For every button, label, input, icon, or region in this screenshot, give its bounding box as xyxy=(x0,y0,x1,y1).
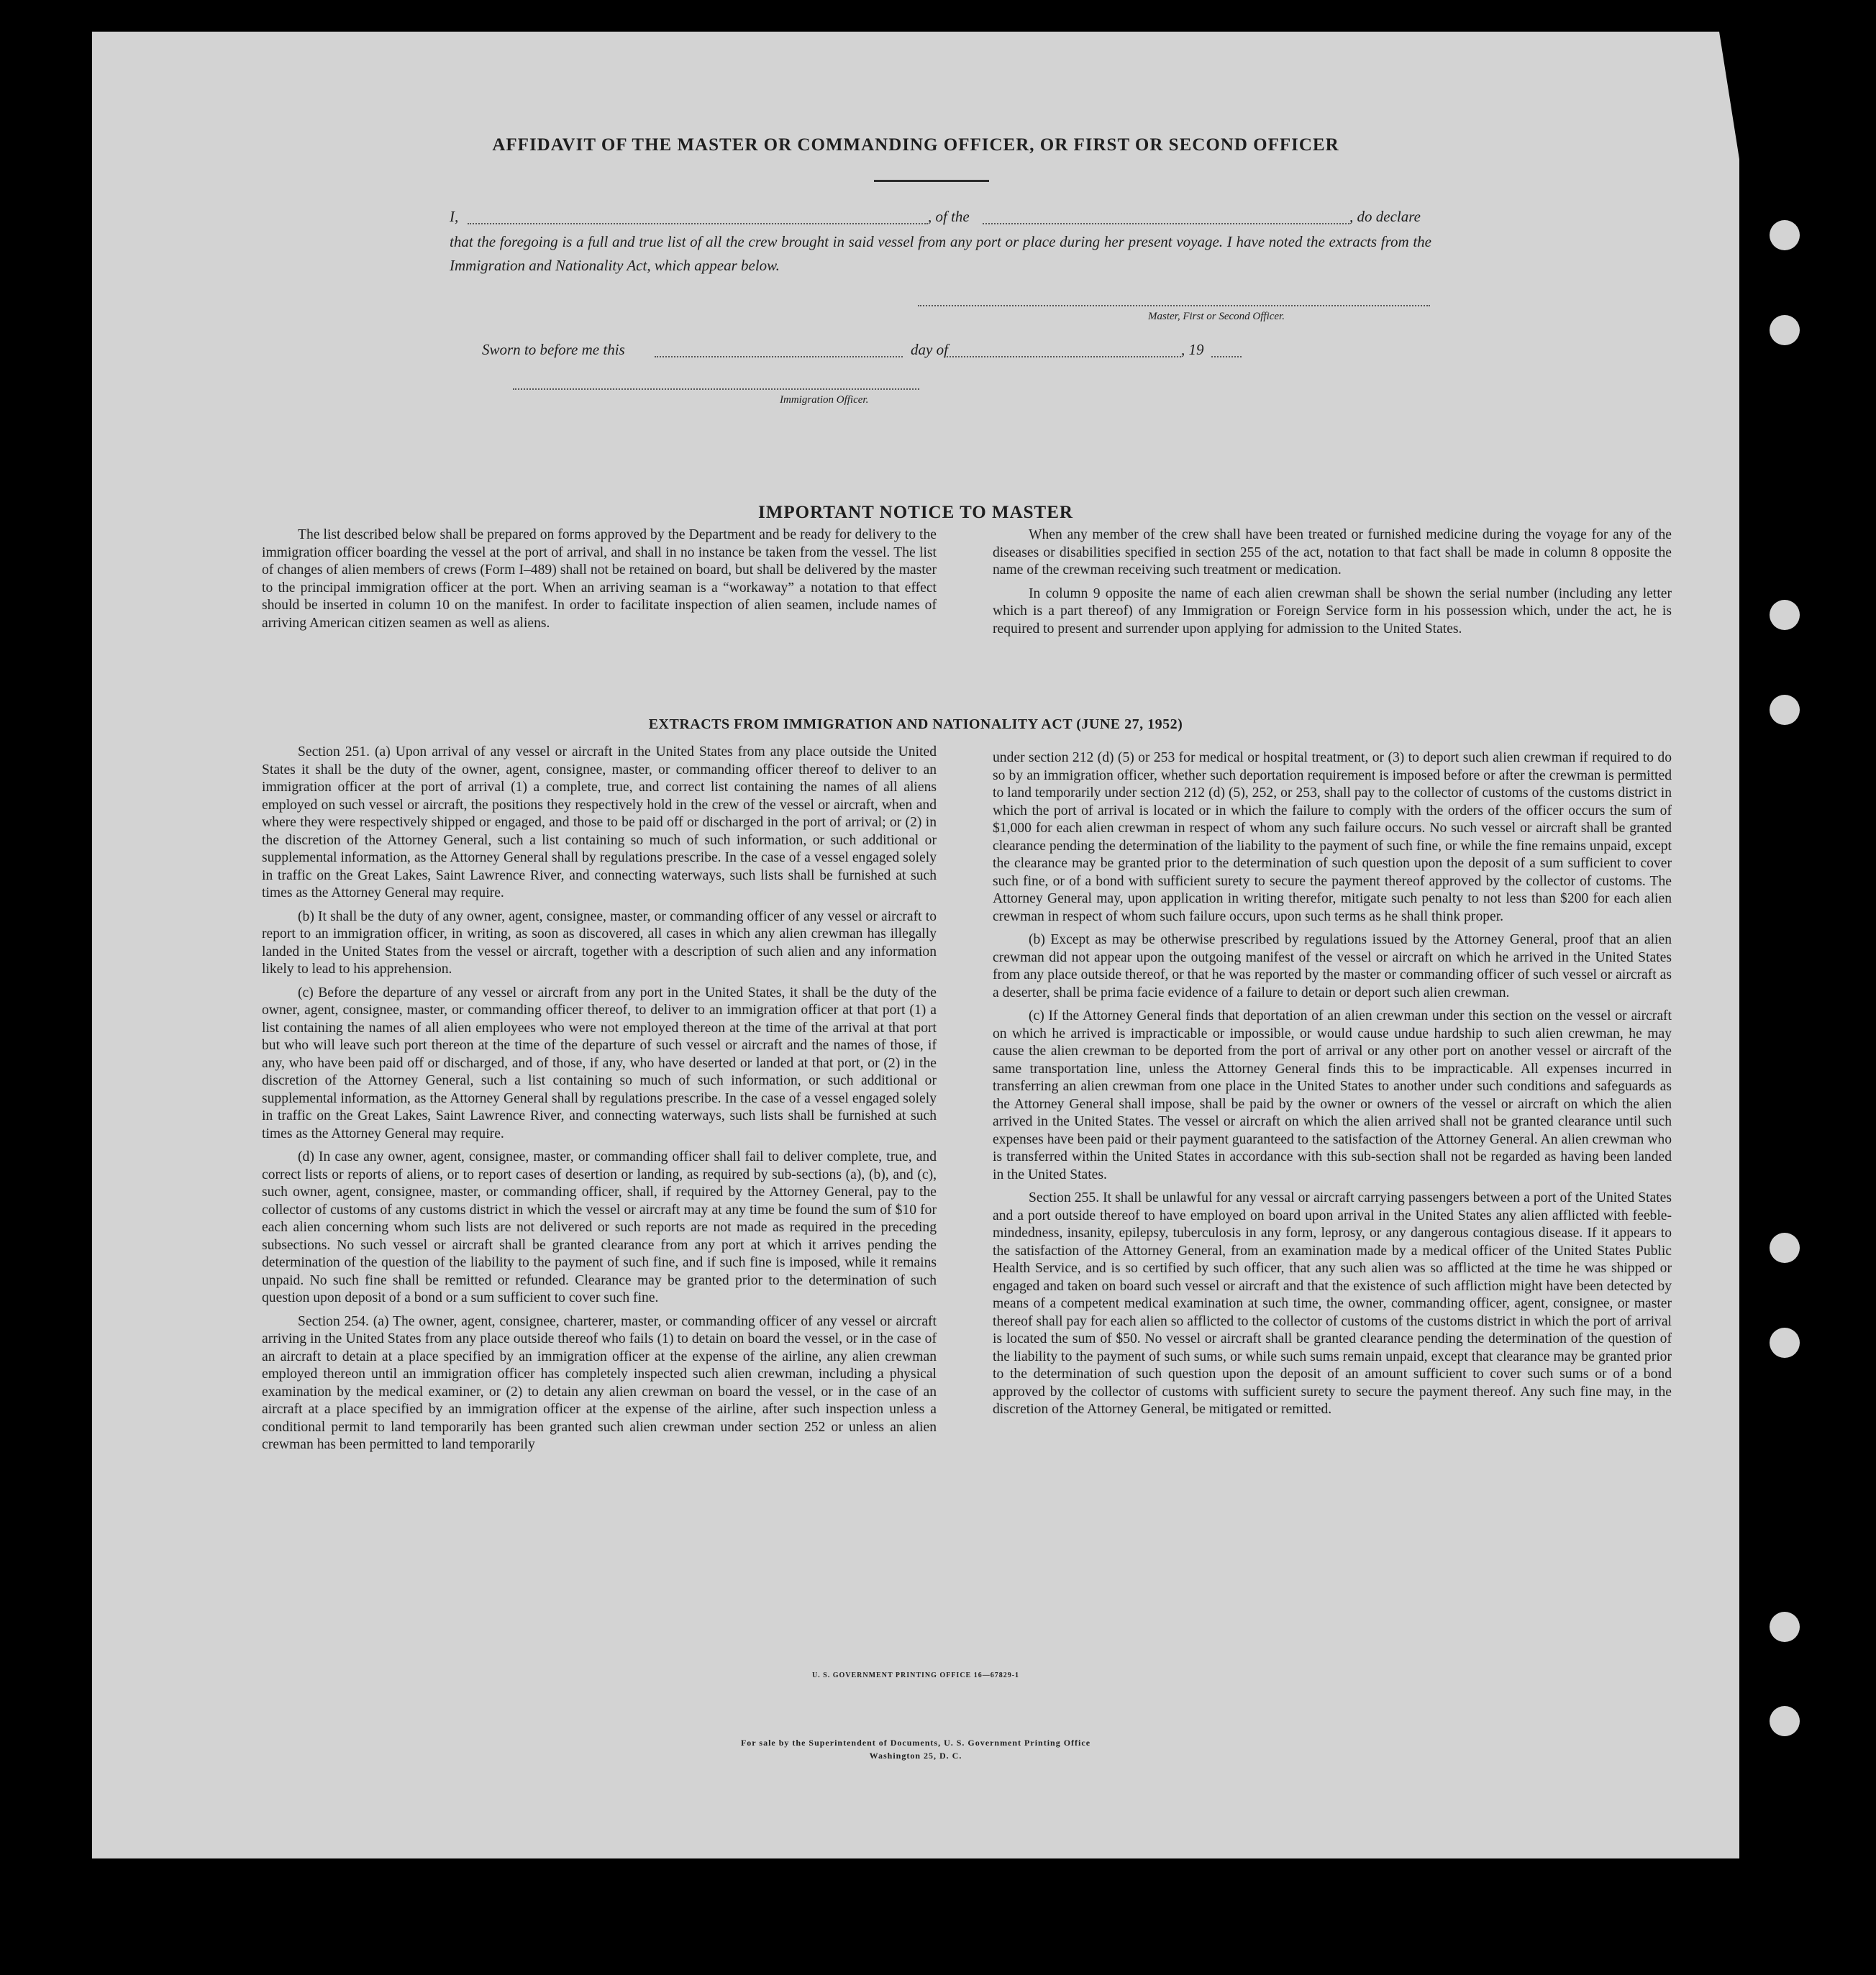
notice-right-paragraph-2: In column 9 opposite the name of each alien crewman shall be shown the serial number (including any letter which is a part thereof) of any Immigration or Foreign Service form in his possession which, under the act, he is required to present and surrender upon applying for admission to the United States. xyxy=(993,585,1672,637)
sworn-month-field[interactable] xyxy=(944,356,1181,357)
officer-signature-line[interactable] xyxy=(513,388,919,390)
notice-title: IMPORTANT NOTICE TO MASTER xyxy=(758,503,1073,522)
form-page xyxy=(92,32,1739,1858)
day-of-label: day of xyxy=(911,341,948,358)
punch-hole xyxy=(1770,600,1800,630)
notice-right-paragraph-1: When any member of the crew shall have been treated or furnished medicine during the voyage for any of the diseases or disabilities specified in section 255 of the act, notation to that fact shall be made in column 8 opposite the name of the crewman receiving such treatment or medication. xyxy=(993,527,1672,578)
punch-hole xyxy=(1770,220,1800,250)
year-label: , 19 xyxy=(1181,341,1204,358)
section-254a-continued-paragraph: under section 212 (d) (5) or 253 for medical or hospital treatment, or (3) to deport such alien crewman if required to do so by an immigration officer, whether such deportation requirement is imposed before or after the crewman is permitted to land temporarily under section 212 (d) (5), 252, or 253, shall pay to the collector of customs of the customs district in which the port of arrival is located or in which the failure to comply with the orders of the officer occurs the sum of $1,000 for each alien crewman in respect of whom any such failure occurs. No such vessel or aircraft shall be granted clearance pending the determination of the liability to the payment of such fine, or while the fine remains unpaid, except the clearance may be granted prior to the determination of such question upon the deposit of a sum sufficient to cover such fine, or of a bond with sufficient surety to secure the payment thereof approved by the collector of customs. The Attorney General may, upon application in writing therefor, mitigate such penalty to not less than $200 for each alien crewman in respect of whom such failure occurs, upon such terms as he shall think proper. xyxy=(993,750,1672,924)
of-the-label: , of the xyxy=(928,208,970,225)
scan-background-strip xyxy=(1734,0,1876,1975)
officer-caption: Immigration Officer. xyxy=(780,394,869,406)
punch-hole xyxy=(1770,315,1800,345)
extracts-right-column xyxy=(993,749,1672,1419)
section-251a-paragraph: Section 251. (a) Upon arrival of any vessel or aircraft in the United States from any place outside the United States it shall be the duty of the owner, agent, consignee, master, or commanding officer thereof to deliver to an immigration officer at the port of arrival (1) a complete, true, and correct list containing the names of all aliens employed on such vessel or aircraft, the positions they respectively hold in the crew of the vessel or aircraft, when and where they were respectively shipped or engaged, and those to be paid off or discharged in the port of arrival; or (2) in the discretion of the Attorney General, such a list containing so much of such information, or such additional or supplemental information, as the Attorney General shall by regulations prescribe. In the case of a vessel engaged solely in traffic on the Great Lakes, Saint Lawrence River, and connecting waterways, such lists shall be furnished at such times as the Attorney General may require. xyxy=(262,744,937,900)
notice-right-column xyxy=(993,526,1672,638)
i-label: I, xyxy=(450,208,459,225)
section-255-paragraph: Section 255. It shall be unlawful for any vessal or aircraft carrying passengers between a port of the United States and a port outside thereof to have employed on board upon arrival in the United States any alien afflicted with feeble-mindedness, insanity, epilepsy, tuberculosis in any form, leprosy, or any dangerous contagious disease. If it appears to the satisfaction of the Attorney General, from an examination made by a medical officer of the United States Public Health Service, and is so certified by such officer, that any such alien was so afflicted at the time he was shipped or engaged and taken on board such vessel or aircraft and that the existence of such affliction might have been detected by means of a competent medical examination at such time, the owner, commanding officer, agent, consignee, or master thereof shall pay for each alien so afflicted to the collector of customs of the customs district in which the port of arrival is located the sum of $50. No vessel or aircraft shall be granted clearance pending the determination of the question of the liability to the payment of such sums, or while such sums remain unpaid, except that clearance may be granted prior to the determination of such question upon the deposit of an amount sufficient to cover such sums or of a bond approved by the collector of customs with sufficient surety to secure the payment thereof. Any such fine may, in the discretion of the Attorney General, be mitigated or remitted. xyxy=(993,1190,1672,1417)
punch-hole xyxy=(1770,1706,1800,1736)
punch-hole xyxy=(1770,1612,1800,1642)
section-254a-paragraph: Section 254. (a) The owner, agent, consignee, charterer, master, or commanding officer of any vessel or aircraft arriving in the United States from any place outside thereof who fails (1) to detain on board the vessel, or in the case of an aircraft to detain at a place specified by an immigration officer at the expense of the airline, any alien crewman employed thereon until an immigration officer has completely inspected such alien crewman, including a physical examination by the medical examiner, or (2) to detain any alien crewman on board the vessel, or in the case of an aircraft at a place specified by an immigration officer at the expense of the airline, after such inspection unless a conditional permit to land temporarily has been granted such alien crewman under section 252 or unless an alien crewman has been permitted to land temporarily xyxy=(262,1313,937,1452)
torn-corner xyxy=(1719,32,1741,168)
section-251c-paragraph: (c) Before the departure of any vessel or aircraft from any port in the United States, it shall be the duty of the owner, agent, consignee, master, or commanding officer thereof, to deliver to an immigration officer at that port (1) a list containing the names of all alien employees who were not employed thereon at the time of the arrival at that port but who will leave such port thereon at the time of the departure of such vessel or aircraft and the names of those, if any, who have been paid off or discharged, and of those, if any, who have deserted or landed at that port, or (2) in the discretion of the Attorney General, such a list containing so much of such information, or such additional or supplemental information, as the Attorney General shall by regulations prescribe. In the case of a vessel engaged solely in traffic on the Great Lakes, Saint Lawrence River, and connecting waterways, such lists shall be furnished at such times as the Attorney General may require. xyxy=(262,985,937,1141)
printing-office-line: U. S. GOVERNMENT PRINTING OFFICE 16—67829-1 xyxy=(811,1671,1020,1679)
extracts-title: EXTRACTS FROM IMMIGRATION AND NATIONALITY ACT (JUNE 27, 1952) xyxy=(648,716,1183,732)
extracts-left-column xyxy=(262,744,937,1454)
sworn-day-field[interactable] xyxy=(655,356,903,357)
section-254c-paragraph: (c) If the Attorney General finds that deportation of an alien crewman under this section on the vessel or aircraft on which he arrived is impracticable or impossible, or would cause undue hardship to such alien crewman, he may cause the alien crewman to be deported from the port of arrival or any other port on another vessel or aircraft of the same transportation line, unless the Attorney General finds this to be impracticable. All expenses incurred in transferring an alien crewman from one place in the United States to another under such conditions and safeguards as the Attorney General shall impose, shall be paid by the owner or owners of the vessel or aircraft on which the alien arrived in the United States. The vessel or aircraft on which the alien arrived shall not be granted clearance until such expenses have been paid or their payment guaranteed to the satisfaction of the Attorney General. An alien crewman who is transferred within the United States in accordance with this sub-section shall not be regarded as having been landed in the United States. xyxy=(993,1008,1672,1182)
vessel-name-field[interactable] xyxy=(983,223,1349,224)
master-signature-line[interactable] xyxy=(918,305,1430,306)
section-251b-paragraph: (b) It shall be the duty of any owner, agent, consignee, master, or commanding officer of any vessel or aircraft to report to an immigration officer, in writing, as soon as discovered, all cases in which any alien crewman has illegally landed in the United States from the vessel or aircraft, together with a description of such alien and any information likely to lead to his apprehension. xyxy=(262,908,937,977)
punch-hole xyxy=(1770,1233,1800,1263)
do-declare-label: , do declare xyxy=(1349,208,1421,225)
affidavit-title: AFFIDAVIT OF THE MASTER OR COMMANDING OFFICER, OR FIRST OR SECOND OFFICER xyxy=(492,135,1339,155)
section-254b-paragraph: (b) Except as may be otherwise prescribed by regulations issued by the Attorney General, proof that an alien crewman did not appear upon the outgoing manifest of the vessel or aircraft on which he arrived in the United States from any place outside thereof, or that he was reported by the master or commanding officer of such vessel or aircraft as a deserter, shall be prima facie evidence of a failure to detain or deport such alien crewman. xyxy=(993,932,1672,1000)
declarant-name-field[interactable] xyxy=(468,223,928,224)
sale-line-2: Washington 25, D. C. xyxy=(869,1751,962,1761)
sale-line-1: For sale by the Superintendent of Documents, U. S. Government Printing Office xyxy=(740,1738,1091,1748)
notice-left-column xyxy=(262,526,937,632)
notice-left-paragraph: The list described below shall be prepared on forms approved by the Department and be ready for delivery to the immigration officer boarding the vessel at the port of arrival, and shall in no instance be taken from the vessel. The list of changes of alien members of crews (Form I–489) shall not be retained on board, but shall be delivered by the master to the principal immigration officer at the port. When an arriving seaman is a “workaway” a notation to that effect should be inserted in column 10 on the manifest. In order to facilitate inspection of alien seamen, include names of arriving American citizen seamen as well as aliens. xyxy=(262,527,937,631)
section-251d-paragraph: (d) In case any owner, agent, consignee, master, or commanding officer shall fail to deliver complete, true, and correct lists or reports of aliens, or to report cases of desertion or landing, as required by sub-sections (a), (b), and (c), such owner, agent, consignee, master, or commanding officer, shall, if required by the Attorney General, pay to the collector of customs of any customs district in which the vessel or aircraft may at any time be found the sum of $10 for each alien concerning whom such lists are not delivered or such reports are not made as required in the preceding subsections. No such vessel or aircraft shall be granted clearance from any port at which it arrives pending the determination of the question of the liability to the payment of such fine, and if such fine is imposed, while it remains unpaid. No such fine shall be remitted or refunded. Clearance may be granted prior to the determination of such question upon deposit of a bond or a sum sufficient to cover such fine. xyxy=(262,1149,937,1305)
master-caption: Master, First or Second Officer. xyxy=(1148,311,1285,322)
declaration-text: that the foregoing is a full and true list of all the crew brought in said vessel from any port or place during her present voyage. I have noted the extracts from the Immigration and Nationality Act, which appear below. xyxy=(450,233,1431,274)
sworn-year-field[interactable] xyxy=(1211,356,1242,357)
sworn-label: Sworn to before me this xyxy=(482,341,625,358)
title-underline xyxy=(874,180,989,182)
punch-hole xyxy=(1770,695,1800,725)
punch-hole xyxy=(1770,1328,1800,1358)
